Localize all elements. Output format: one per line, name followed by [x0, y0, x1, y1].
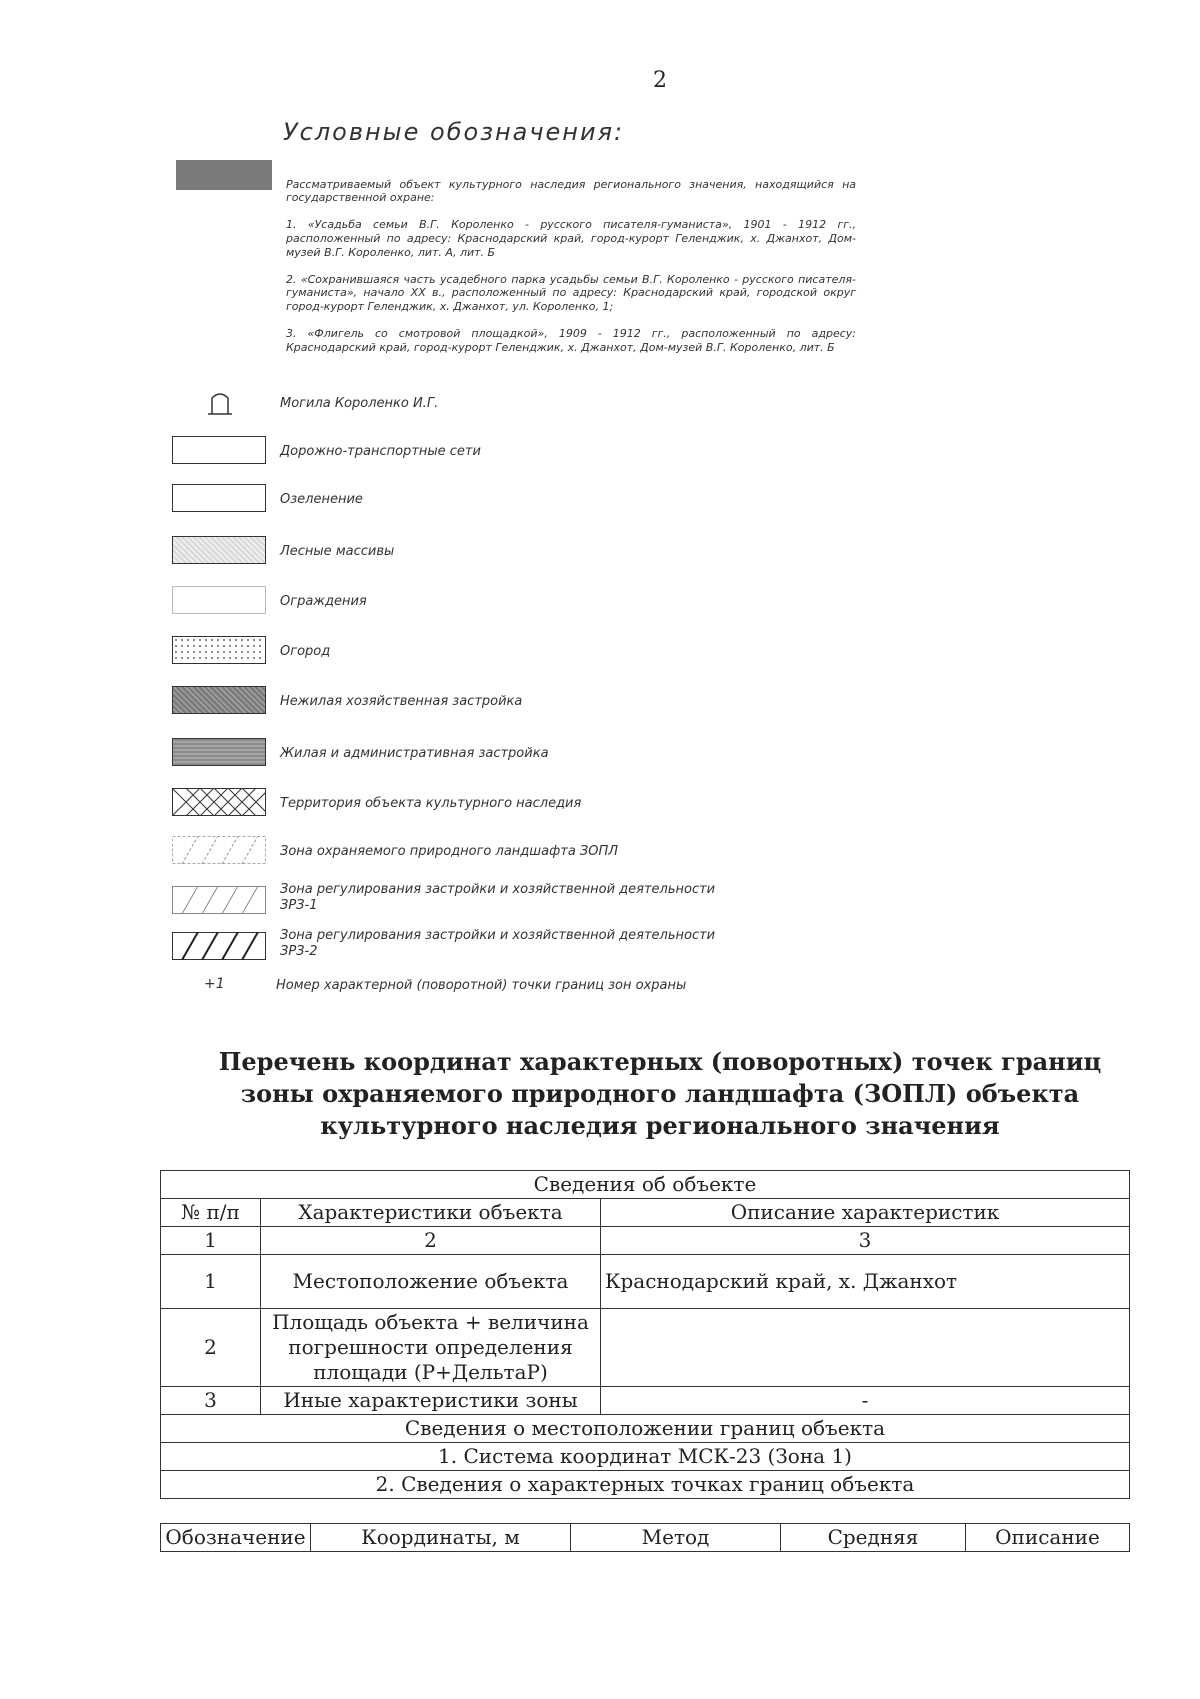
row-desc: -	[601, 1387, 1130, 1415]
main-object-intro: Рассматриваемый объект культурного наследия регионального значения, находящийся на государственной охране:	[286, 177, 856, 205]
legend-zopl	[168, 836, 828, 866]
main-object-item-1: 1. «Усадьба семьи В.Г. Короленко - русского писателя-гуманиста», 1901 - 1912 гг., расположенный по адресу: Краснодарский край, город-курорт Геленджик, х. Джанхот, Дом-музей В.Г. Короленко, лит. А, лит. Б	[286, 218, 856, 259]
legend-heritage-territory-label: Территория объекта культурного наследия	[280, 796, 582, 811]
swatch-forest	[172, 536, 266, 564]
legend-roads-label: Дорожно-транспортные сети	[280, 444, 481, 459]
swatch-residential	[172, 738, 266, 766]
legend-residential	[168, 738, 828, 768]
legend-zrz1-label: Зона регулирования застройки и хозяйственной деятельности ЗРЗ-1	[280, 882, 716, 913]
info-table-header: Сведения об объекте	[161, 1171, 1130, 1199]
legend-residential-label: Жилая и административная застройка	[280, 746, 549, 761]
legend-forest-label: Лесные массивы	[280, 544, 395, 559]
table-row	[161, 1309, 1130, 1387]
legend-point	[168, 976, 828, 1000]
row-desc: Краснодарский край, х. Джанхот	[601, 1255, 1130, 1309]
row-desc	[601, 1309, 1130, 1387]
legend-garden-label: Огород	[280, 644, 331, 659]
swatch-main-object	[176, 160, 272, 190]
row-num: 2	[161, 1309, 261, 1387]
swatch-zrz1	[172, 886, 266, 914]
point-symbol: +1	[204, 976, 225, 992]
row-char: Площадь объекта + величина погрешности определения площади (P+ДельтаP)	[261, 1309, 601, 1387]
main-object-item-2: 2. «Сохранившаяся часть усадебного парка усадьбы семьи В.Г. Короленко - русского писателя-гуманиста», начало XX в., расположенный по адресу: Краснодарский край, городской округ город-курорт Геленджик, х. Джанхот, ул. Короленко, 1;	[286, 272, 856, 313]
swatch-zopl	[172, 836, 266, 864]
points-header: 2. Сведения о характерных точках границ объекта	[161, 1471, 1130, 1499]
swatch-garden	[172, 636, 266, 664]
table-row	[161, 1255, 1130, 1309]
legend-nonresidential-label: Нежилая хозяйственная застройка	[280, 694, 523, 709]
row-char: Местоположение объекта	[261, 1255, 601, 1309]
swatch-heritage-territory	[172, 788, 266, 816]
legend-zopl-label: Зона охраняемого природного ландшафта ЗОПЛ	[280, 844, 619, 859]
legend-fences-label: Ограждения	[280, 594, 367, 609]
table-row	[161, 1387, 1130, 1415]
swatch-fences	[172, 586, 266, 614]
legend-zrz2-label: Зона регулирования застройки и хозяйственной деятельности ЗРЗ-2	[280, 928, 716, 959]
legend-grave-label: Могила Короленко И.Г.	[280, 396, 439, 411]
points-col-description: Описание	[966, 1524, 1130, 1552]
legend-main-object	[168, 160, 856, 370]
legend-grave	[168, 388, 828, 418]
col-index-3: 3	[601, 1227, 1130, 1255]
points-col-method: Метод	[571, 1524, 781, 1552]
coord-system: 1. Система координат МСК-23 (Зона 1)	[161, 1443, 1130, 1471]
legend-garden	[168, 636, 828, 666]
col-num-header: № п/п	[161, 1199, 261, 1227]
legend-roads	[168, 436, 828, 466]
points-col-coordinates: Координаты, м	[311, 1524, 571, 1552]
location-header: Сведения о местоположении границ объекта	[161, 1415, 1130, 1443]
legend-forest	[168, 536, 828, 566]
legend-heading: Условные обозначения:	[283, 118, 625, 146]
page-number: 2	[653, 68, 667, 93]
legend-greenery-label: Озеленение	[280, 492, 363, 507]
points-col-designation: Обозначение	[161, 1524, 311, 1552]
points-col-average: Средняя	[781, 1524, 966, 1552]
legend-fences	[168, 586, 828, 616]
points-table	[160, 1523, 1130, 1552]
legend-nonresidential	[168, 686, 828, 716]
legend-heritage-territory	[168, 788, 828, 818]
object-info-table	[160, 1170, 1130, 1499]
col-index-1: 1	[161, 1227, 261, 1255]
col-index-2: 2	[261, 1227, 601, 1255]
row-char: Иные характеристики зоны	[261, 1387, 601, 1415]
col-char-header: Характеристики объекта	[261, 1199, 601, 1227]
legend-zrz1	[168, 882, 828, 918]
swatch-roads	[172, 436, 266, 464]
grave-icon	[208, 390, 232, 416]
main-object-description	[286, 164, 856, 368]
document-title: Перечень координат характерных (поворотных) точек границ зоны охраняемого природного ландшафта (ЗОПЛ) объекта культурного наследия регионального значения	[218, 1047, 1102, 1140]
col-desc-header: Описание характеристик	[601, 1199, 1130, 1227]
main-object-item-3: 3. «Флигель со смотровой площадкой», 1909 - 1912 гг., расположенный по адресу: Краснодарский край, город-курорт Геленджик, х. Джанхот, Дом-музей В.Г. Короленко, лит. Б	[286, 327, 856, 354]
swatch-greenery	[172, 484, 266, 512]
legend-greenery	[168, 484, 828, 514]
swatch-nonresidential	[172, 686, 266, 714]
row-num: 1	[161, 1255, 261, 1309]
legend-point-label: Номер характерной (поворотной) точки границ зон охраны	[276, 978, 687, 993]
legend-zrz2	[168, 928, 828, 964]
row-num: 3	[161, 1387, 261, 1415]
swatch-zrz2	[172, 932, 266, 960]
